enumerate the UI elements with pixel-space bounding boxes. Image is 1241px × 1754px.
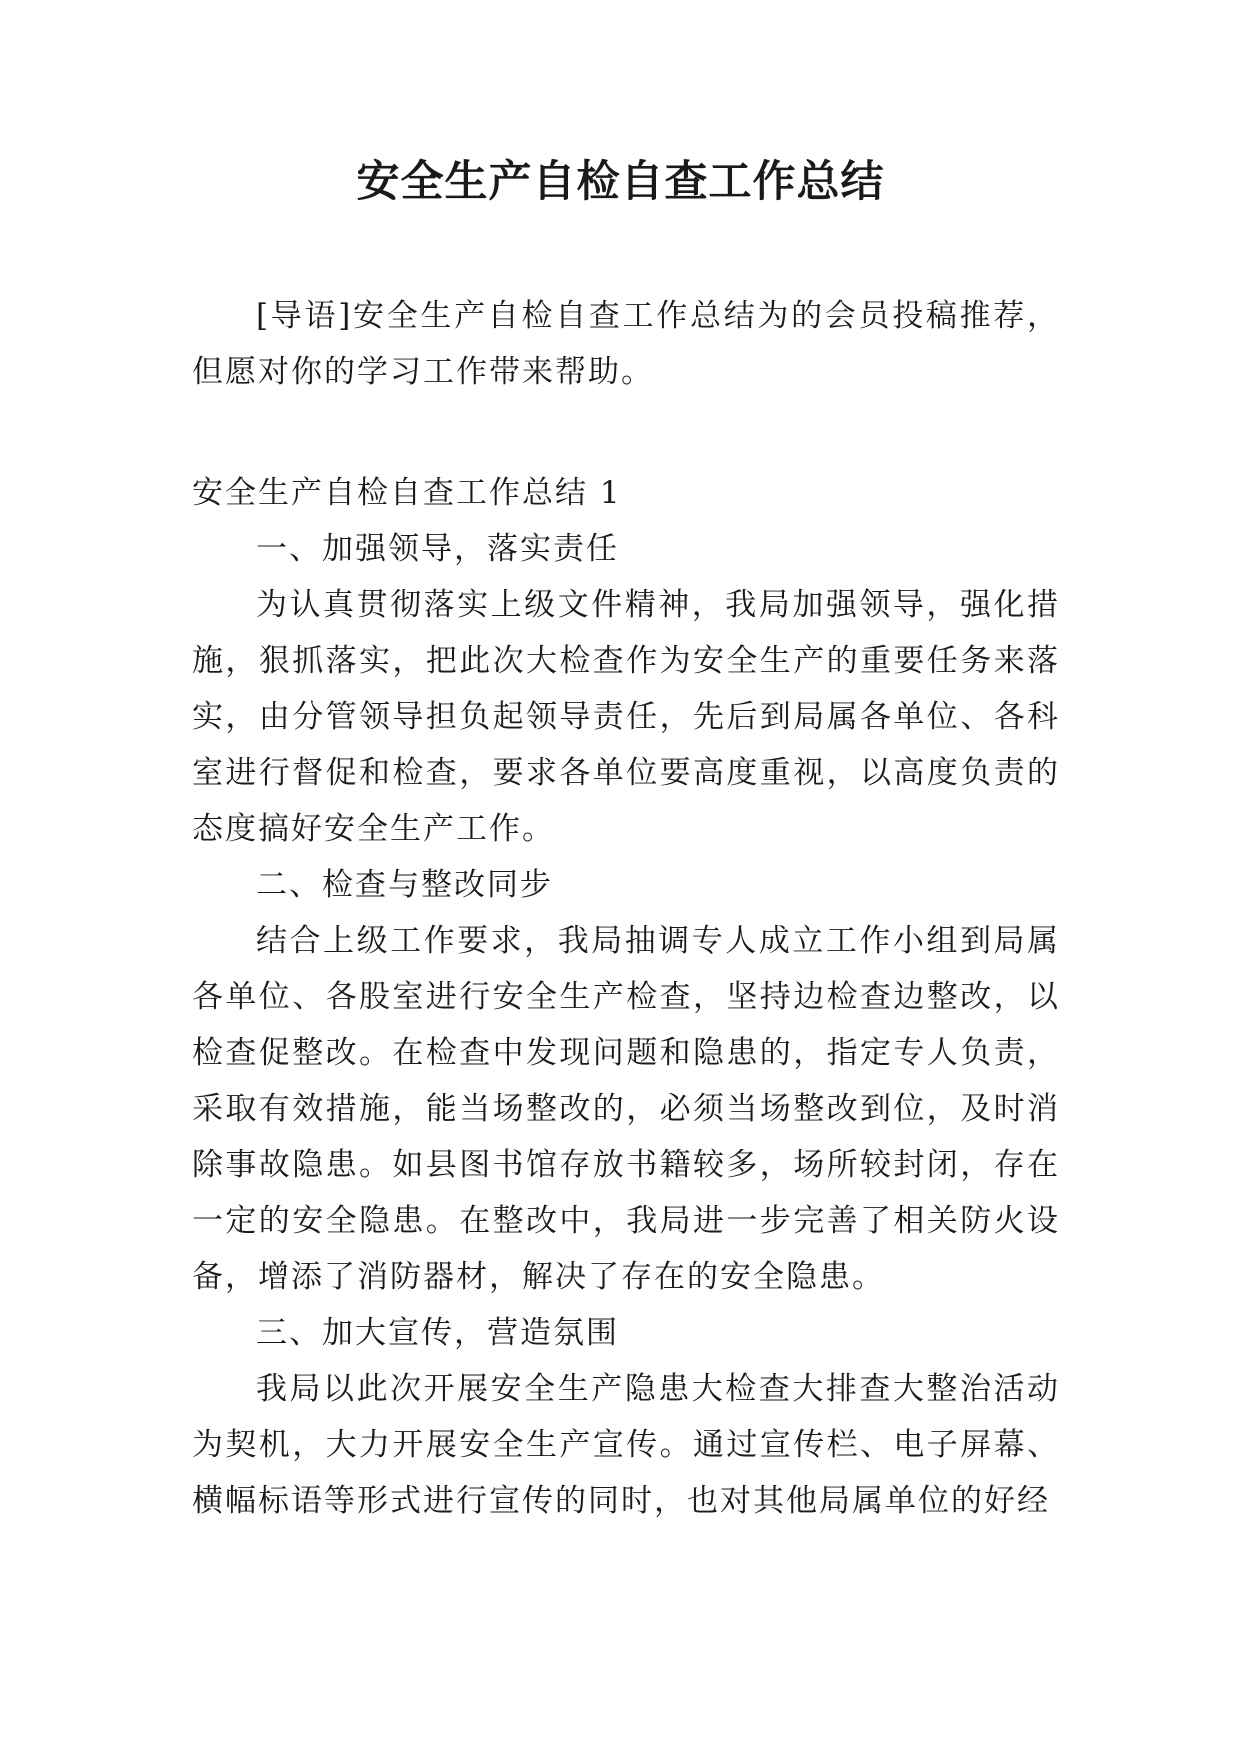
intro-block <box>192 288 1060 400</box>
heading-1: 一、加强领导，落实责任 <box>256 531 619 567</box>
main-content <box>192 465 1060 1529</box>
document-title: 安全生产自检自查工作总结 <box>356 157 885 207</box>
section-title: 安全生产自检自查工作总结 1 <box>192 475 622 511</box>
heading-2: 二、检查与整改同步 <box>256 867 553 903</box>
paragraph-2: 结合上级工作要求，我局抽调专人成立工作小组到局属各单位、各股室进行安全生产检查，坚持边检查边整改，以检查促整改。在检查中发现问题和隐患的，指定专人负责，采取有效措施，能当场整改的，必须当场整改到位，及时消除事故隐患。如县图书馆存放书籍较多，场所较封闭，存在一定的安全隐患。在整改中，我局进一步完善了相关防火设备，增添了消防器材，解决了存在的安全隐患。 <box>192 923 1060 1295</box>
intro-paragraph: [导语]安全生产自检自查工作总结为的会员投稿推荐，但愿对你的学习工作带来帮助。 <box>192 298 1060 390</box>
paragraph-3: 我局以此次开展安全生产隐患大检查大排查大整治活动为契机，大力开展安全生产宣传。通过宣传栏、电子屏幕、横幅标语等形式进行宣传的同时，也对其他局属单位的好经 <box>192 1371 1060 1519</box>
heading-3: 三、加大宣传，营造氛围 <box>256 1315 619 1351</box>
paragraph-1: 为认真贯彻落实上级文件精神，我局加强领导，强化措施，狠抓落实，把此次大检查作为安全生产的重要任务来落实，由分管领导担负起领导责任，先后到局属各单位、各科室进行督促和检查，要求各单位要高度重视，以高度负责的态度搞好安全生产工作。 <box>192 587 1060 847</box>
